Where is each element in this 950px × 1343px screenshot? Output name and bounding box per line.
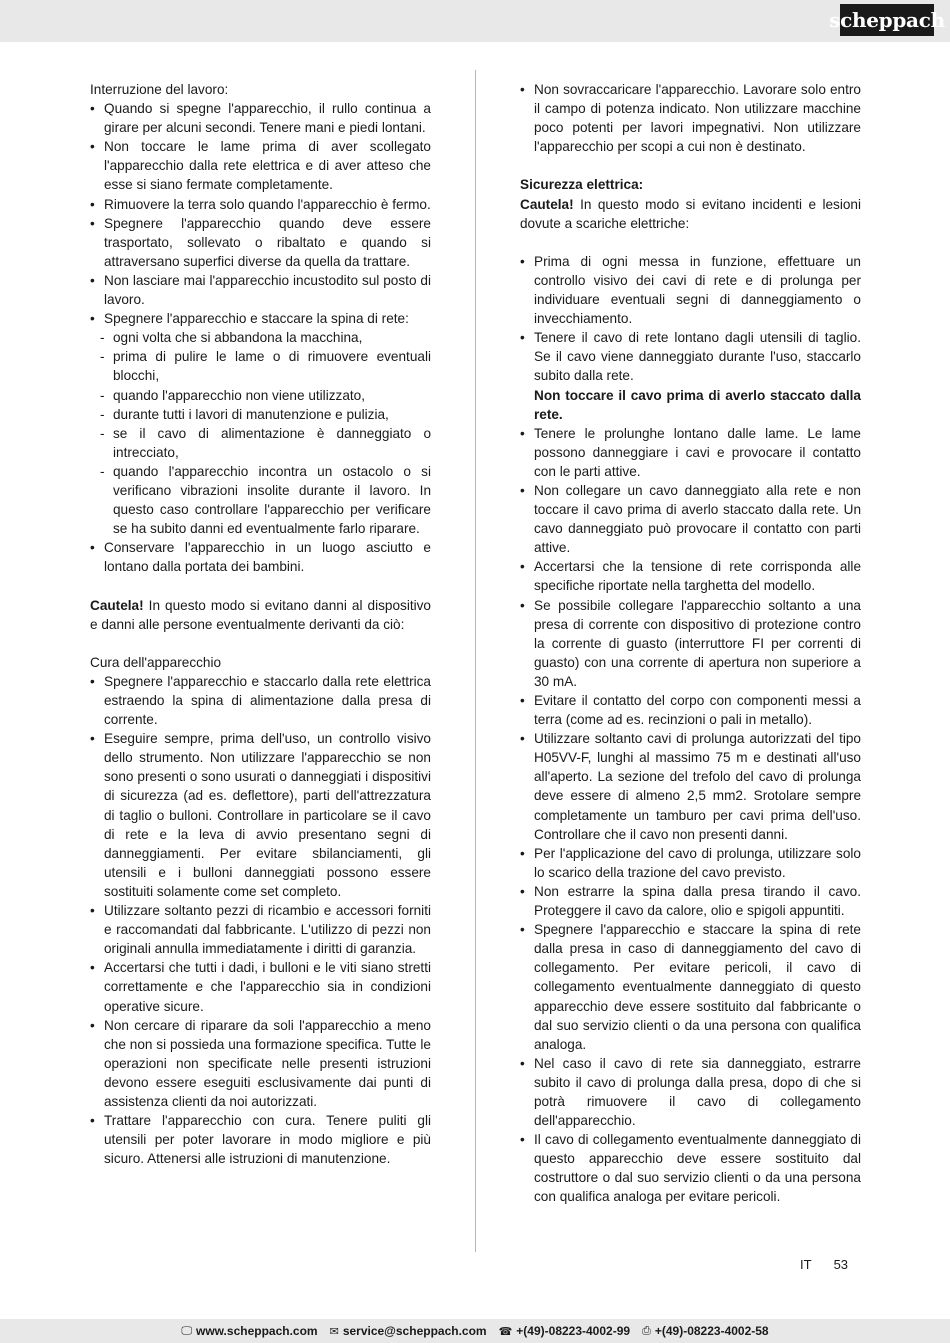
scheppach-logo: scheppach bbox=[840, 4, 934, 36]
list-subitem: - ogni volta che si abbandona la macchina, bbox=[90, 328, 431, 347]
list-item: • Rimuovere la terra solo quando l'apparecchio è fermo. bbox=[90, 195, 431, 214]
list-item: • Se possibile collegare l'apparecchio soltanto a una presa di corrente con dispositivo di protezione contro la corrente di guasto (interruttore FI per correnti di guasto) con una corrente di apertura non superiore a 30 mA. bbox=[520, 596, 861, 691]
list-item: • Non collegare un cavo danneggiato alla rete e non toccare il cavo prima di averlo staccato dalla rete. Un cavo danneggiato può provocare il contatto con parti attive. bbox=[520, 481, 861, 557]
caution-paragraph bbox=[90, 596, 431, 634]
right-column bbox=[520, 80, 861, 1207]
list-item: • Accertarsi che la tensione di rete corrisponda alle specifiche riportate nella targhetta del modello. bbox=[520, 557, 861, 595]
fax-icon: ⎙ bbox=[642, 1324, 651, 1337]
header-bar bbox=[0, 0, 950, 42]
footer-fax: ⎙ +(49)-08223-4002-58 bbox=[642, 1324, 769, 1338]
unplug-conditions-list bbox=[90, 328, 431, 538]
caution-text: In questo modo si evitano incidenti e lesioni dovute a scariche elettriche: bbox=[520, 196, 861, 231]
list-item: • Spegnere l'apparecchio e staccarlo dalla rete elettrica estraendo la spina di alimentazione dalla presa di corrente. bbox=[90, 672, 431, 729]
device-care-list bbox=[90, 672, 431, 1168]
list-item: • Non estrarre la spina dalla presa tirando il cavo. Proteggere il cavo da calore, olio e spigoli appuntiti. bbox=[520, 882, 861, 920]
list-item: • Il cavo di collegamento eventualmente danneggiato di questo apparecchio deve essere sostituito dal costruttore o dal suo servizio clienti o da una persona con qualifica analoga per evitare pericoli. bbox=[520, 1130, 861, 1206]
list-item-warning: Non toccare il cavo prima di averlo staccato dalla rete. bbox=[534, 387, 861, 422]
list-item: • Conservare l'apparecchio in un luogo asciutto e lontano dalla portata dei bambini. bbox=[90, 538, 431, 576]
list-subitem: - quando l'apparecchio non viene utilizzato, bbox=[90, 386, 431, 405]
list-item-text: Tenere il cavo di rete lontano dagli utensili di taglio. Se il cavo viene danneggiato durante l'uso, staccarlo subito dalla rete. bbox=[534, 330, 861, 384]
list-item: • Eseguire sempre, prima dell'uso, un controllo visivo dello strumento. Non utilizzare l'apparecchio se non sono presenti o sono usurati o danneggiati i dispositivi di sicurezza (ad es. deflettore), parti dell'attrezzatura di taglio o bulloni. Controllare in particolare se il cavo di rete e la leva di avvio presentano segni di danneggiamenti. Per evitare sbilanciamenti, gli utensili e i bulloni danneggiati possono essere sostituiti solamente come set completo. bbox=[90, 729, 431, 901]
list-item: • Non cercare di riparare da soli l'apparecchio a meno che non si possieda una formazione specifica. Tutte le operazioni non specificate nelle presenti istruzioni devono essere eseguiti esclusivamente dai punti di assistenza clienti da noi autorizzati. bbox=[90, 1016, 431, 1111]
list-subitem: - quando l'apparecchio incontra un ostacolo o si verificano vibrazioni insolite durante il lavoro. In questo caso controllare l'apparecchio per verificare se ha subito danni ed eventualmente farlo riparare. bbox=[90, 462, 431, 538]
list-item: • Quando si spegne l'apparecchio, il rullo continua a girare per alcuni secondi. Tenere mani e piedi lontani. bbox=[90, 99, 431, 137]
overload-list bbox=[520, 80, 861, 156]
list-item: • Non sovraccaricare l'apparecchio. Lavorare solo entro il campo di potenza indicato. Non utilizzare macchine poco potenti per lavori impegnativi. Non utilizzare l'apparecchio per scopi a cui non è destinato. bbox=[520, 80, 861, 156]
mail-icon: ✉ bbox=[329, 1325, 339, 1338]
phone-icon: ☎ bbox=[498, 1325, 513, 1338]
list-item: • Trattare l'apparecchio con cura. Tenere puliti gli utensili per poter lavorare in modo migliore e più sicuro. Attenersi alle istruzioni di manutenzione. bbox=[90, 1111, 431, 1168]
section-title-device-care: Cura dell'apparecchio bbox=[90, 654, 222, 670]
list-item: • Spegnere l'apparecchio quando deve essere trasportato, sollevato o ribaltato e quando si attraversano superfici diverse da quella da trattare. bbox=[90, 214, 431, 271]
list-subitem: - durante tutti i lavori di manutenzione e pulizia, bbox=[90, 405, 431, 424]
list-item: • Non toccare le lame prima di aver scollegato l'apparecchio dalla rete elettrica e di aver atteso che esse si siano fermate completamente. bbox=[90, 137, 431, 194]
storage-list bbox=[90, 538, 431, 576]
list-item: • Non lasciare mai l'apparecchio incustodito sul posto di lavoro. bbox=[90, 271, 431, 309]
caution-paragraph bbox=[520, 195, 861, 233]
page-number bbox=[800, 1257, 848, 1272]
electrical-safety-list bbox=[520, 252, 861, 1207]
caution-label: Cautela! bbox=[520, 196, 574, 212]
footer-bar bbox=[0, 1319, 950, 1343]
list-item: • Utilizzare soltanto cavi di prolunga autorizzati del tipo H05VV-F, lunghi al massimo 75 m e destinati all'uso all'aperto. La sezione del trefolo del cavo di prolunga deve essere di almeno 2,5 mm2. Srotolare sempre completamente un tamburo per cavi prima dell'uso. Controllare che il cavo non presenti danni. bbox=[520, 729, 861, 844]
section-title-work-interruption: Interruzione del lavoro: bbox=[90, 82, 229, 97]
computer-icon: 🖵 bbox=[181, 1324, 192, 1337]
page-language: IT bbox=[800, 1257, 812, 1272]
caution-label: Cautela! bbox=[90, 597, 144, 613]
footer-phone: ☎ +(49)-08223-4002-99 bbox=[498, 1324, 631, 1338]
list-item: • Utilizzare soltanto pezzi di ricambio e accessori forniti e raccomandati dal fabbricante. L'utilizzo di pezzi non originali annulla immediatamente i diritti di garanzia. bbox=[90, 901, 431, 958]
left-column bbox=[90, 80, 431, 1168]
list-item: • Tenere le prolunghe lontano dalle lame. Le lame possono danneggiare i cavi e provocare il contatto con le parti attive. bbox=[520, 424, 861, 481]
list-subitem: - prima di pulire le lame o di rimuovere eventuali blocchi, bbox=[90, 347, 431, 385]
work-interruption-list bbox=[90, 99, 431, 328]
list-item: • Nel caso il cavo di rete sia danneggiato, estrarre subito il cavo di prolunga dalla presa, dopo di che si potrà rimuovere il cavo di collegamento dell'apparecchio. bbox=[520, 1054, 861, 1130]
list-item: • Prima di ogni messa in funzione, effettuare un controllo visivo dei cavi di rete e di prolunga per individuare eventuali segni di danneggiamento o invecchiamento. bbox=[520, 252, 861, 328]
footer-email[interactable]: ✉ service@scheppach.com bbox=[329, 1324, 487, 1338]
list-item bbox=[520, 328, 861, 423]
page-number-value: 53 bbox=[833, 1257, 849, 1272]
column-divider bbox=[475, 70, 476, 1252]
caution-text: In questo modo si evitano danni al dispositivo e danni alle persone eventualmente derivanti da ciò: bbox=[90, 597, 431, 632]
footer-website[interactable]: 🖵 www.scheppach.com bbox=[181, 1324, 318, 1338]
list-item: • Accertarsi che tutti i dadi, i bulloni e le viti siano stretti correttamente e che l'apparecchio sia in condizioni operative sicure. bbox=[90, 958, 431, 1015]
list-item: • Spegnere l'apparecchio e staccare la spina di rete: bbox=[90, 309, 431, 328]
list-subitem: - se il cavo di alimentazione è danneggiato o intrecciato, bbox=[90, 424, 431, 462]
section-title-electrical-safety: Sicurezza elettrica: bbox=[520, 177, 644, 193]
list-item: • Per l'applicazione del cavo di prolunga, utilizzare solo lo scarico della trazione del cavo previsto. bbox=[520, 844, 861, 882]
list-item: • Evitare il contatto del corpo con componenti messi a terra (come ad es. recinzioni o pali in metallo). bbox=[520, 691, 861, 729]
list-item: • Spegnere l'apparecchio e staccare la spina di rete dalla presa in caso di danneggiamento del cavo di collegamento. Per evitare pericoli, il cavo di collegamento eventualmente danneggiato di questo apparecchio deve essere sostituito dal fabbricante o dal suo servizio clienti o da una persona con qualifica analoga. bbox=[520, 920, 861, 1054]
